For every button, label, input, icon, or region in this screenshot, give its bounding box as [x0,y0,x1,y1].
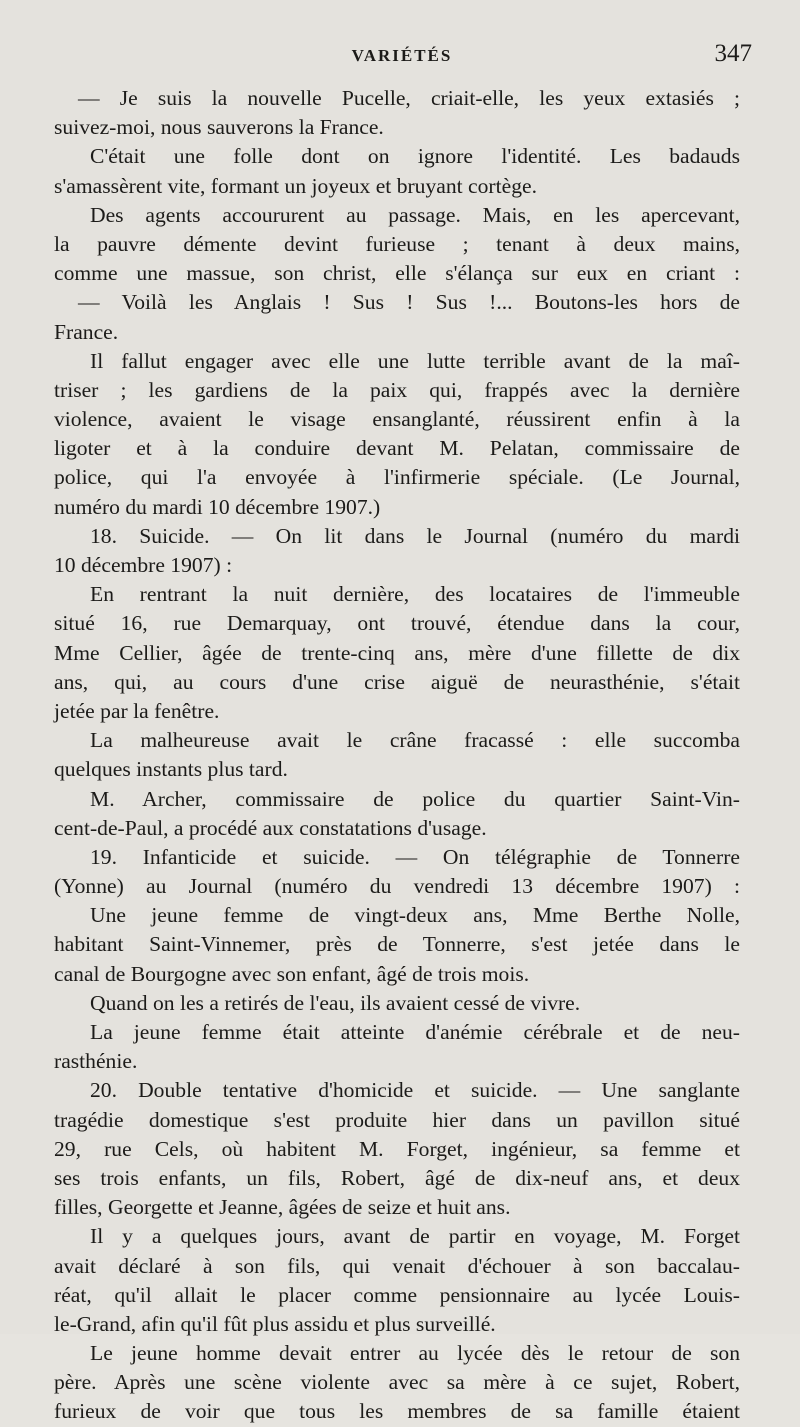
text-line: En rentrant la nuit dernière, des locataires de l'immeuble [90,582,740,607]
text-line: La malheureuse avait le crâne fracassé : elle succomba [90,728,740,753]
text-line: triser ; les gardiens de la paix qui, frappés avec la dernière [54,377,740,402]
text-line: C'était une folle dont on ignore l'identité. Les badauds [90,144,740,169]
page-number: 347 [714,40,752,67]
text-line: 20. Double tentative d'homicide et suicide. — Une sanglante [90,1078,740,1103]
text-line: réat, qu'il allait le placer comme pensionnaire au lycée Louis- [54,1282,740,1307]
text-line: La jeune femme était atteinte d'anémie cérébrale et de neu- [90,1020,740,1044]
text-line: Mme Cellier, âgée de trente-cinq ans, mère d'une fillette de dix [54,640,740,665]
text-line: s'amassèrent vite, formant un joyeux et bruyant cortège. [54,173,537,198]
text-line: suivez-moi, nous sauverons la France. [54,115,384,140]
text-line: comme une massue, son christ, elle s'élança sur eux en criant : [54,261,740,286]
running-head: VARIÉTÉS [351,46,453,65]
text-line: M. Archer, commissaire de police du quartier Saint-Vin- [90,786,740,811]
text-line: — Je suis la nouvelle Pucelle, criait-elle, les yeux extasiés ; [78,86,740,110]
text-line: furieux de voir que tous les membres de sa famille étaient [54,1399,740,1424]
text-line: père. Après une scène violente avec sa mère à ce sujet, Robert, [54,1370,740,1395]
text-line: situé 16, rue Demarquay, ont trouvé, étendue dans la cour, [54,611,740,636]
text-line: France. [54,319,119,344]
text-line: rasthénie. [54,1049,138,1074]
text-line: canal de Bourgogne avec son enfant, âgé de trois mois. [54,961,530,986]
text-line: 19. Infanticide et suicide. — On télégraphie de Tonnerre [90,844,740,869]
text-line: le-Grand, afin qu'il fût plus assidu et plus surveillé. [54,1311,496,1336]
text-line: violence, avaient le visage ensanglanté, réussirent enfin à la [54,407,740,432]
text-line: 18. Suicide. — On lit dans le Journal (numéro du mardi [90,523,740,548]
text-line: numéro du mardi 10 décembre 1907.) [54,494,381,519]
text-line: 29, rue Cels, où habitent M. Forget, ingénieur, sa femme et [54,1136,740,1161]
text-line: filles, Georgette et Jeanne, âgées de seize et huit ans. [54,1195,511,1220]
text-line: Quand on les a retirés de l'eau, ils avaient cessé de vivre. [90,990,581,1015]
text-line: police, qui l'a envoyée à l'infirmerie spéciale. (Le Journal, [54,465,740,490]
text-line: ses trois enfants, un fils, Robert, âgé de dix-neuf ans, et deux [54,1165,740,1190]
text-line: Le jeune homme devait entrer au lycée dès le retour de son [90,1341,740,1366]
text-line: Des agents accoururent au passage. Mais, en les apercevant, [90,202,740,227]
text-line: jetée par la fenêtre. [54,698,220,723]
page-header [52,40,752,80]
text-line: quelques instants plus tard. [54,757,288,782]
text-line: Il y a quelques jours, avant de partir en voyage, M. Forget [90,1224,740,1249]
text-line: — Voilà les Anglais ! Sus ! Sus !... Boutons-les hors de [78,290,740,315]
text-line: ans, qui, au cours d'une crise aiguë de neurasthénie, s'était [54,669,740,694]
body-text [54,84,740,1427]
text-line: Il fallut engager avec elle une lutte terrible avant de la maî- [90,348,740,373]
text-line: Une jeune femme de vingt-deux ans, Mme Berthe Nolle, [90,903,740,928]
text-line: avait déclaré à son fils, qui venait d'échouer à son baccalau- [54,1253,740,1278]
text-line: la pauvre démente devint furieuse ; tenant à deux mains, [54,231,740,256]
text-line: ligoter et à la conduire devant M. Pelatan, commissaire de [54,436,740,461]
text-line: habitant Saint-Vinnemer, près de Tonnerre, s'est jetée dans le [54,932,740,957]
text-line: tragédie domestique s'est produite hier dans un pavillon situé [54,1107,740,1132]
text-line: (Yonne) au Journal (numéro du vendredi 13 décembre 1907) : [54,874,740,899]
text-line: 10 décembre 1907) : [54,553,233,577]
text-line: cent-de-Paul, a procédé aux constatations d'usage. [54,815,487,840]
